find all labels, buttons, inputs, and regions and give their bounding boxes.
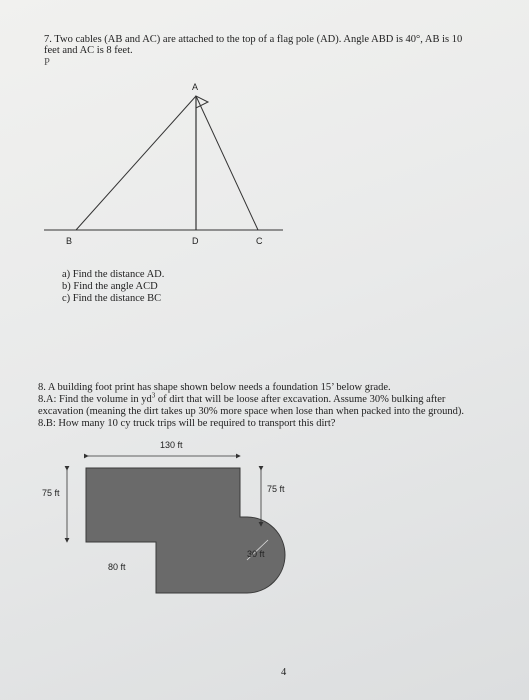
problem7-line1: 7. Two cables (AB and AC) are attached to the top of a flag pole (AD). Angle ABD is 40°, AB is 10 [44,34,463,45]
part-b: b) Find the angle ACD [62,281,158,292]
dim-radius-label: 30 ft [247,549,265,559]
label-d: D [192,236,199,246]
problem8-b: 8.B: How many 10 cy truck trips will be required to transport this dirt? [38,418,336,429]
part-c: c) Find the distance BC [62,293,162,304]
problem8-a-line2: excavation (meaning the dirt takes up 30% more space when lose than when packed into the ground). [38,406,464,417]
dim-bottom-label: 80 ft [108,562,126,572]
page-number: 4 [281,667,287,678]
footprint-shape [86,468,285,593]
problem7-line2: feet and AC is 8 feet. [44,45,133,56]
label-a: A [192,82,199,92]
label-c: C [256,236,263,246]
dim-right-label: 75 ft [267,484,285,494]
problem7-mark: P [44,57,50,68]
dim-top-label: 130 ft [160,440,183,450]
part-a: a) Find the distance AD. [62,269,165,280]
problem8-intro: 8. A building foot print has shape shown below needs a foundation 15’ below grade. [38,382,391,393]
problem8-a-line1: 8.A: Find the volume in $yd^3$ of dirt that will be loose after excavation. Assume 30% bulking after [38,391,446,405]
dim-left-label: 75 ft [42,488,60,498]
label-b: B [66,236,73,246]
